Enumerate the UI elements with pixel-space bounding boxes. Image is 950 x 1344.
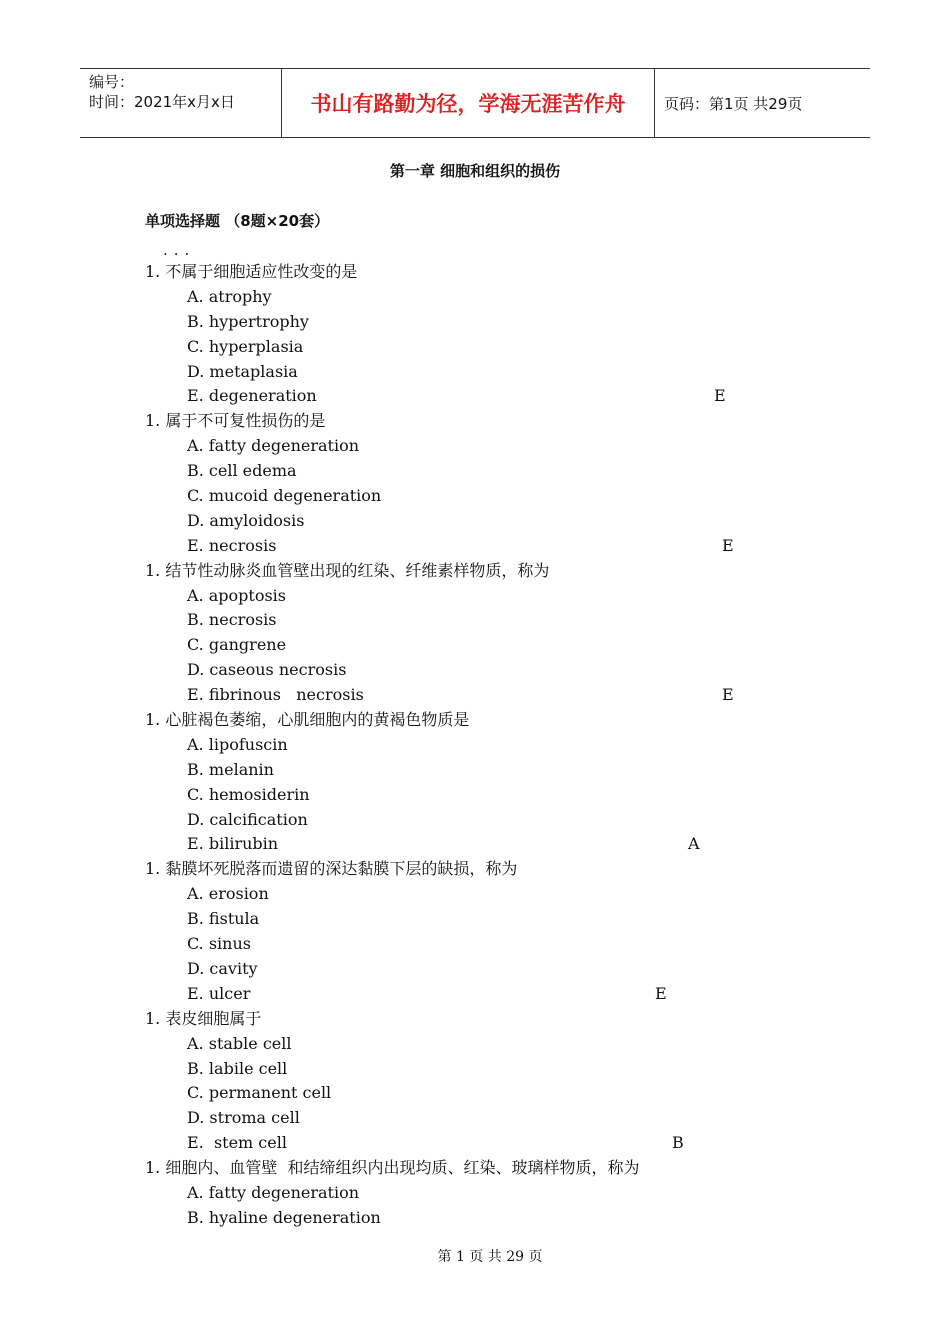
option-text: A. atrophy xyxy=(187,286,272,306)
question-option xyxy=(0,459,950,484)
question-option xyxy=(0,360,950,385)
question-option xyxy=(0,783,950,808)
question-option xyxy=(0,1206,950,1231)
option-text: C. sinus xyxy=(187,934,251,954)
option-text: D. stroma cell xyxy=(187,1108,300,1128)
option-text: C. hemosiderin xyxy=(187,784,310,804)
question-list xyxy=(0,260,950,1231)
question-option xyxy=(0,534,950,559)
question-option xyxy=(0,907,950,932)
header-page-label: 页码：第1页 共29页 xyxy=(664,94,803,113)
question-option xyxy=(0,1131,950,1156)
option-text: C. gangrene xyxy=(187,635,287,655)
answer-key: E xyxy=(722,535,734,555)
question-option xyxy=(0,509,950,534)
question-option xyxy=(0,1057,950,1082)
option-text: D. cavity xyxy=(187,958,258,978)
option-text: D. metaplasia xyxy=(187,361,298,381)
chapter-title: 第一章 细胞和组织的损伤 xyxy=(389,162,561,180)
option-text: B. labile cell xyxy=(187,1058,288,1078)
option-text: A. apoptosis xyxy=(187,585,286,605)
page-header xyxy=(80,68,870,138)
emphasis-dots: ... xyxy=(163,241,196,259)
answer-key: B xyxy=(672,1133,684,1153)
time-label: 时间：2021年x月x日 xyxy=(89,93,235,111)
option-text: A. lipofuscin xyxy=(187,734,288,754)
option-text: B. hyaline degeneration xyxy=(187,1207,381,1227)
question-option xyxy=(0,1032,950,1057)
option-text: B. cell edema xyxy=(187,461,297,481)
question-option xyxy=(0,832,950,857)
option-text: E. ulcer xyxy=(187,983,251,1003)
option-text: A. erosion xyxy=(187,884,269,904)
option-text: E. fibrinous necrosis xyxy=(187,685,364,705)
option-text: D. calcification xyxy=(187,809,308,829)
question-option xyxy=(0,957,950,982)
question-option xyxy=(0,982,950,1007)
header-motto: 书山有路勤为径，学海无涯苦作舟 xyxy=(282,69,655,137)
question-stem: 1. 黏膜坏死脱落而遗留的深达黏膜下层的缺损，称为 xyxy=(145,859,518,879)
question-option xyxy=(0,285,950,310)
option-text: B. melanin xyxy=(187,759,274,779)
question-option xyxy=(0,584,950,609)
answer-key: A xyxy=(688,834,700,854)
question-option xyxy=(0,658,950,683)
option-text: A. fatty degeneration xyxy=(187,436,360,456)
page-footer: 第 1 页 共 29 页 xyxy=(437,1249,543,1265)
option-text: C. mucoid degeneration xyxy=(187,486,382,506)
question-option xyxy=(0,335,950,360)
option-text: E. bilirubin xyxy=(187,834,279,854)
question-option xyxy=(0,1081,950,1106)
question-stem: 1. 结节性动脉炎血管壁出现的红染、纤维素样物质，称为 xyxy=(145,560,550,580)
option-text: E. degeneration xyxy=(187,386,317,406)
question-option xyxy=(0,1181,950,1206)
question-stem: 1. 心脏褐色萎缩，心肌细胞内的黄褐色物质是 xyxy=(145,710,470,730)
question-stem: 1. 表皮细胞属于 xyxy=(145,1008,262,1028)
question-option xyxy=(0,683,950,708)
question-option xyxy=(0,633,950,658)
question-option xyxy=(0,733,950,758)
option-text: D. caseous necrosis xyxy=(187,660,347,680)
answer-key: E xyxy=(655,983,667,1003)
question-option xyxy=(0,758,950,783)
option-text: C. hyperplasia xyxy=(187,336,304,356)
answer-key: E xyxy=(714,386,726,406)
question-option xyxy=(0,608,950,633)
question-option xyxy=(0,808,950,833)
section-title: 单项选择题 （8题×20套） xyxy=(145,212,330,230)
option-text: A. fatty degeneration xyxy=(187,1182,360,1202)
option-text: B. fistula xyxy=(187,909,260,929)
number-label: 编号： xyxy=(89,73,135,91)
question-option xyxy=(0,434,950,459)
question-option xyxy=(0,1106,950,1131)
header-meta xyxy=(80,69,282,137)
option-text: E. stem cell xyxy=(187,1133,287,1153)
option-text: B. hypertrophy xyxy=(187,311,309,331)
question-stem: 1. 细胞内、血管壁 和结缔组织内出现均质、红染、玻璃样物质，称为 xyxy=(145,1158,640,1178)
question-option xyxy=(0,310,950,335)
option-text: E. necrosis xyxy=(187,535,277,555)
answer-key: E xyxy=(722,685,734,705)
option-text: D. amyloidosis xyxy=(187,510,305,530)
question-option xyxy=(0,384,950,409)
question-option xyxy=(0,882,950,907)
question-stem: 1. 不属于细胞适应性改变的是 xyxy=(145,262,358,281)
option-text: C. permanent cell xyxy=(187,1083,332,1103)
question-stem: 1. 属于不可复性损伤的是 xyxy=(145,411,326,431)
question-option xyxy=(0,484,950,509)
question-option xyxy=(0,932,950,957)
option-text: B. necrosis xyxy=(187,610,277,630)
option-text: A. stable cell xyxy=(187,1033,292,1053)
